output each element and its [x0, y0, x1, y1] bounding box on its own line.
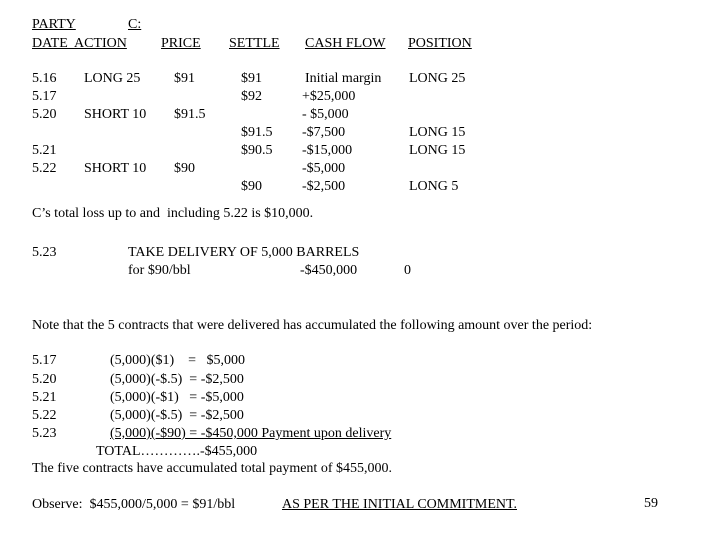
row-cash-flow: - $5,000 — [302, 107, 349, 122]
header-price: PRICE — [161, 36, 201, 51]
calc-expression: (5,000)(-$90) = -$450,000 Payment upon delivery — [110, 426, 392, 441]
row-settle: $90.5 — [241, 143, 273, 158]
row-settle: $91.5 — [241, 125, 273, 140]
delivery-date: 5.23 — [32, 245, 57, 260]
page-number: 59 — [644, 496, 658, 511]
row-price: $91 — [174, 71, 195, 86]
calc-date: 5.21 — [32, 390, 57, 405]
note-text: Note that the 5 contracts that were delivered has accumulated the following amount over the period: — [32, 318, 593, 333]
row-action: SHORT 10 — [84, 161, 147, 176]
header-party: PARTY — [32, 17, 76, 32]
header-party-c: C: — [128, 17, 142, 32]
row-cash-flow: -$5,000 — [302, 161, 346, 176]
header-cash-flow: CASH FLOW — [305, 36, 386, 51]
loss-statement: C’s total loss up to and including 5.22 is $10,000. — [32, 206, 314, 221]
header-position: POSITION — [408, 36, 472, 51]
calc-date: 5.22 — [32, 408, 57, 423]
row-cash-flow: -$2,500 — [302, 179, 346, 194]
delivery-position: 0 — [404, 263, 411, 278]
observe-text: Observe: $455,000/5,000 = $91/bbl — [32, 497, 236, 512]
row-position: LONG 25 — [409, 71, 466, 86]
row-date: 5.21 — [32, 143, 57, 158]
row-date: 5.17 — [32, 89, 57, 104]
summary-text: The five contracts have accumulated total payment of $455,000. — [32, 461, 392, 476]
calc-date: 5.17 — [32, 353, 57, 368]
calc-expression: (5,000)(-$1) = -$5,000 — [110, 390, 244, 405]
row-settle: $90 — [241, 179, 262, 194]
delivery-amount: -$450,000 — [300, 263, 358, 278]
row-cash-flow: Initial margin — [305, 71, 382, 86]
calc-date: 5.20 — [32, 372, 57, 387]
delivery-line1: TAKE DELIVERY OF 5,000 BARRELS — [128, 245, 360, 260]
calc-expression: (5,000)(-$.5) = -$2,500 — [110, 372, 244, 387]
row-action: LONG 25 — [84, 71, 141, 86]
row-cash-flow: -$7,500 — [302, 125, 346, 140]
row-settle: $91 — [241, 71, 262, 86]
row-cash-flow: +$25,000 — [302, 89, 356, 104]
row-position: LONG 15 — [409, 143, 466, 158]
header-settle: SETTLE — [229, 36, 280, 51]
header-date-action: DATE ACTION — [32, 36, 127, 51]
total-line: TOTAL………….-$455,000 — [96, 444, 258, 459]
row-position: LONG 15 — [409, 125, 466, 140]
calc-date: 5.23 — [32, 426, 57, 441]
row-position: LONG 5 — [409, 179, 459, 194]
row-action: SHORT 10 — [84, 107, 147, 122]
row-settle: $92 — [241, 89, 262, 104]
row-cash-flow: -$15,000 — [302, 143, 353, 158]
row-date: 5.20 — [32, 107, 57, 122]
calc-expression: (5,000)($1) = $5,000 — [110, 353, 246, 368]
row-date: 5.16 — [32, 71, 57, 86]
row-price: $90 — [174, 161, 195, 176]
calc-expression: (5,000)(-$.5) = -$2,500 — [110, 408, 244, 423]
delivery-line2: for $90/bbl — [128, 263, 191, 278]
row-price: $91.5 — [174, 107, 206, 122]
row-date: 5.22 — [32, 161, 57, 176]
commitment-text: AS PER THE INITIAL COMMITMENT. — [282, 497, 518, 512]
